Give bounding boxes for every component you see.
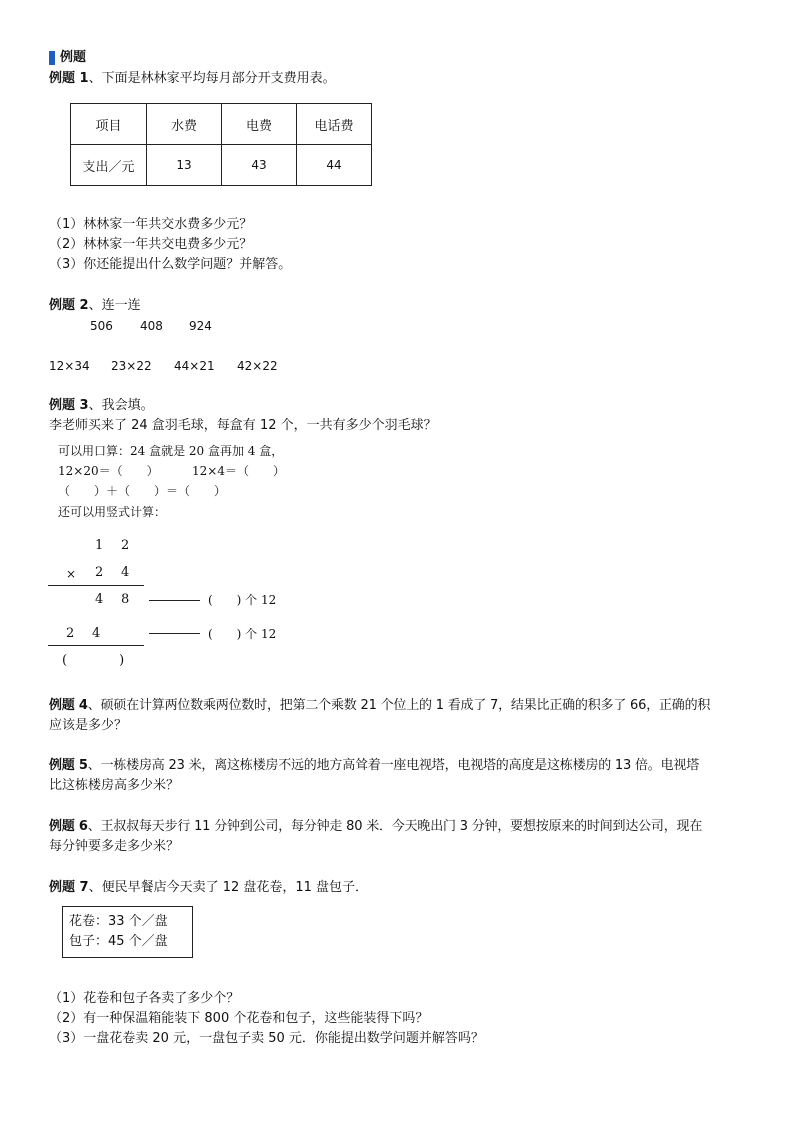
ex2-text: 、连一连 — [88, 298, 141, 313]
ex6-text: 、王叔叔每天步行 11 分钟到公司，每分钟走 80 米．今天晚出门 3 分钟，要想按原来的时间到达公司，现在 — [87, 819, 703, 834]
vertical-result: ( ) — [62, 653, 125, 668]
ex4-text: 、硕硕在计算两位数乘两位数时，把第二个乘数 21 个位上的 1 看成了 7，结果比正确的积多了 66，正确的积 — [87, 698, 711, 713]
ex2-label: 例题 2 — [49, 298, 89, 313]
ex3-label: 例题 3 — [49, 398, 89, 413]
ex6-line — [49, 818, 702, 836]
multiply-sign: × — [66, 567, 77, 581]
vertical-digit: 4 — [121, 565, 130, 580]
table-cell: 43 — [222, 145, 297, 186]
ex7-question: （1）花卷和包子各卖了多少个？ — [49, 991, 240, 1006]
vertical-digit: 4 — [95, 592, 104, 607]
vertical-rule — [48, 645, 144, 646]
ex7-heading — [49, 879, 368, 897]
ex2-heading — [49, 297, 141, 315]
table-cell: 44 — [297, 145, 372, 186]
ex1-heading — [49, 70, 336, 88]
ex1-text: 、下面是林林家平均每月部分开支费用表。 — [88, 71, 336, 86]
ex7-question: （3）一盘花卷卖 20 元，一盘包子卖 50 元．你能提出数学问题并解答吗？ — [49, 1031, 484, 1046]
ex2-expression: 23×22 — [111, 359, 152, 373]
ex1-question: （3）你还能提出什么数学问题？并解答。 — [49, 257, 292, 272]
vertical-digit: 2 — [121, 538, 130, 553]
ex7-question: （2）有一种保温箱能装下 800 个花卷和包子，这些能装得下吗？ — [49, 1011, 429, 1026]
ex3-oral-intro: 可以用口算：24 盒就是 20 盒再加 4 盒， — [58, 444, 284, 458]
table-cell: 13 — [147, 145, 222, 186]
ex5-line — [49, 757, 699, 775]
ex5-line2: 比这栋楼房高多少米？ — [49, 778, 180, 793]
vertical-digit: 2 — [66, 626, 75, 641]
ex1-question: （1）林林家一年共交水费多少元？ — [49, 217, 253, 232]
ex3-heading — [49, 397, 154, 415]
ex3-text: 、我会填。 — [88, 398, 154, 413]
ex1-label: 例题 1 — [49, 71, 89, 86]
ex3-oral-line: 12×4＝（ ） — [192, 464, 285, 478]
ex3-problem: 李老师买来了 24 盒羽毛球，每盒有 12 个，一共有多少个羽毛球？ — [49, 418, 437, 433]
ex4-line2: 应该是多少？ — [49, 718, 128, 733]
table-header-cell: 电话费 — [297, 104, 372, 145]
ex7-label: 例题 7 — [49, 880, 89, 895]
vertical-digit: 4 — [92, 626, 101, 641]
ex2-answer: 506 — [90, 319, 113, 333]
ex1-question: （2）林林家一年共交电费多少元？ — [49, 237, 253, 252]
ex5-label: 例题 5 — [49, 758, 88, 773]
ex7-text: 、便民早餐店今天卖了 12 盘花卷，11 盘包子． — [88, 880, 369, 895]
vertical-rule — [48, 585, 144, 586]
ex5-text: 、一栋楼房高 23 米，离这栋楼房不远的地方高耸着一座电视塔，电视塔的高度是这栋楼房的 13 倍。电视塔 — [87, 758, 699, 773]
table-header-cell: 电费 — [222, 104, 297, 145]
table-header-row — [71, 104, 372, 145]
pointer-line — [149, 600, 200, 601]
ex3-oral-line: （ ）＋（ ）＝（ ） — [58, 484, 227, 498]
ex7-box-line: 花卷：33 个／盘 — [69, 914, 168, 929]
ex2-answer: 924 — [189, 319, 212, 333]
vertical-digit: 2 — [95, 565, 104, 580]
ex2-expression: 12×34 — [49, 359, 90, 373]
ex4-label: 例题 4 — [49, 698, 88, 713]
table-header-cell: 水费 — [147, 104, 222, 145]
vertical-digit: 8 — [121, 592, 130, 607]
ex7-box-line: 包子：45 个／盘 — [69, 934, 168, 949]
expense-table — [70, 103, 372, 186]
ex2-expression: 42×22 — [237, 359, 278, 373]
pointer-line — [149, 633, 200, 634]
section-marker — [49, 51, 55, 65]
ex3-oral-line: 12×20＝（ ） — [58, 464, 159, 478]
table-cell: 支出／元 — [71, 145, 147, 186]
ex4-line — [49, 697, 710, 715]
vertical-note: ( ) 个 12 — [208, 593, 277, 607]
table-row — [71, 145, 372, 186]
ex6-line2: 每分钟要多走多少米？ — [49, 839, 180, 854]
table-header-cell: 项目 — [71, 104, 147, 145]
ex3-vertical-intro: 还可以用竖式计算： — [58, 505, 167, 519]
section-title: 例题 — [60, 50, 87, 65]
vertical-digit: 1 — [95, 538, 104, 553]
vertical-note: ( ) 个 12 — [208, 627, 277, 641]
ex6-label: 例题 6 — [49, 819, 88, 834]
ex2-expression: 44×21 — [174, 359, 215, 373]
ex2-answer: 408 — [140, 319, 163, 333]
